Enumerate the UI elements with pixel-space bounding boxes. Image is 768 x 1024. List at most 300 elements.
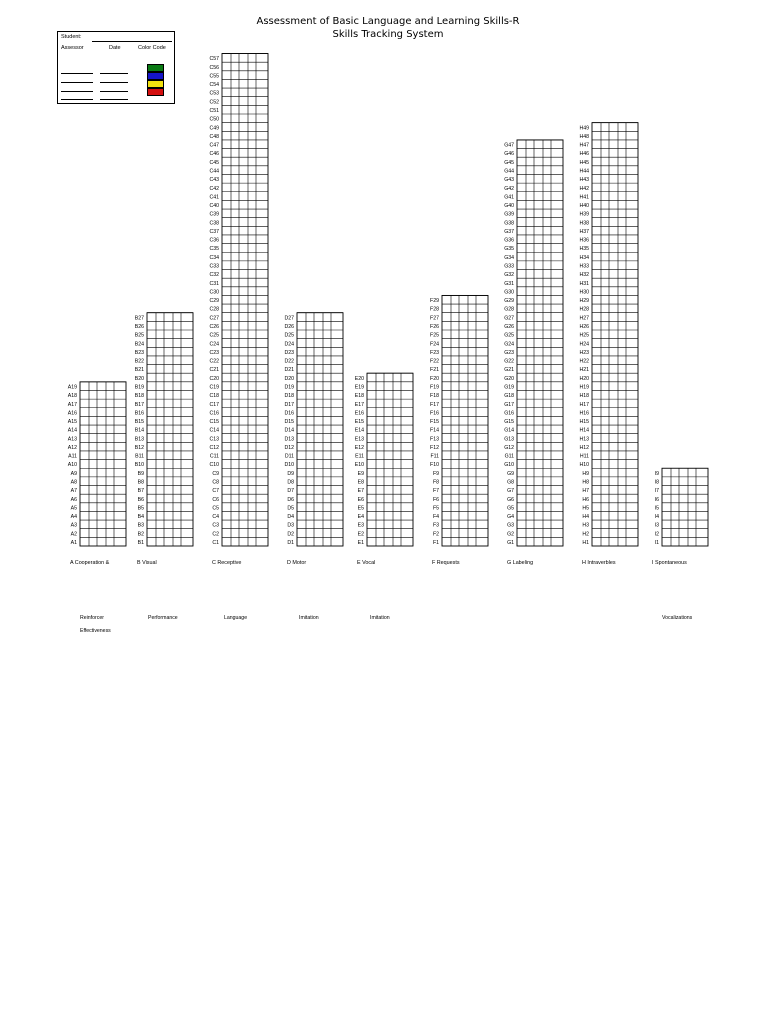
skill-item-label: C50 [209, 116, 219, 123]
skill-item-label: E15 [354, 419, 364, 426]
skill-item-label: G18 [504, 393, 514, 400]
skill-item-label: C27 [209, 315, 219, 322]
skill-item-label: G2 [507, 531, 514, 538]
skill-item-label: G7 [507, 488, 514, 495]
grid-frame [147, 313, 193, 546]
skill-item-label: C51 [209, 108, 219, 114]
skill-item-label: C35 [209, 246, 219, 253]
skill-item-label: G5 [507, 505, 514, 512]
skill-item-label: C12 [209, 444, 219, 451]
skill-item-label: C54 [209, 82, 219, 89]
skill-item-label: C37 [209, 228, 219, 235]
skill-item-label: A1 [70, 540, 77, 546]
skill-item-label: C19 [209, 384, 219, 391]
skill-item-label: C36 [209, 237, 219, 244]
skill-item-label: I4 [654, 514, 659, 521]
title-line-1: Assessment of Basic Language and Learning Skills-R [256, 16, 520, 27]
assessor-label: Assessor [61, 45, 84, 51]
title-line-2: Skills Tracking System [332, 29, 444, 40]
skill-item-label: H2 [582, 531, 589, 538]
skill-item-label: A11 [68, 453, 77, 460]
skill-item-label: G19 [504, 384, 514, 391]
skill-item-label: A3 [70, 522, 77, 529]
skill-item-label: D17 [284, 401, 294, 408]
skill-item-label: E13 [354, 436, 364, 443]
skill-item-label: B14 [134, 427, 144, 434]
skill-item-label: C30 [209, 289, 219, 296]
skill-item-label: F8 [432, 479, 439, 486]
skill-item-label: H26 [579, 324, 589, 330]
skill-item-label: G40 [504, 203, 514, 210]
skill-item-label: C11 [209, 453, 219, 460]
skill-item-label: H16 [579, 410, 589, 417]
skill-item-label: B10 [134, 462, 144, 469]
skill-item-label: C3 [212, 522, 219, 529]
skill-item-label: C42 [209, 185, 219, 192]
skill-item-label: B8 [137, 479, 144, 486]
skill-item-label: G38 [504, 220, 514, 227]
skill-item-label: F16 [430, 410, 439, 417]
skill-item-label: C21 [209, 367, 219, 374]
skill-item-label: G44 [504, 168, 514, 175]
skill-item-label: C39 [209, 211, 219, 218]
skill-item-label: D14 [284, 427, 294, 434]
skill-item-label: F1 [432, 540, 439, 546]
skill-item-label: D26 [284, 324, 294, 330]
skill-item-label: G9 [507, 470, 514, 477]
skill-item-label: F10 [430, 462, 439, 469]
skill-item-label: B4 [137, 514, 144, 521]
skill-item-label: F3 [432, 522, 439, 529]
skill-item-label: B1 [137, 540, 144, 546]
skill-item-label: B3 [137, 522, 144, 529]
skill-item-label: H46 [579, 151, 589, 158]
column-title: G Labeling [507, 560, 534, 566]
skill-item-label: C6 [212, 496, 219, 503]
skill-item-label: F25 [430, 332, 439, 339]
skill-item-label: H45 [579, 159, 589, 166]
skill-item-label: A10 [67, 462, 77, 469]
skill-item-label: F24 [430, 341, 439, 348]
skill-item-label: G22 [504, 358, 514, 365]
skill-item-label: B23 [134, 349, 144, 356]
skill-item-label: G43 [504, 177, 514, 184]
skill-item-label: F18 [430, 393, 439, 400]
skill-item-label: B15 [134, 419, 144, 426]
skill-item-label: F17 [430, 401, 439, 408]
skill-item-label: C26 [209, 324, 219, 330]
skill-item-label: D2 [287, 531, 294, 538]
skill-item-label: C46 [209, 151, 219, 158]
skill-item-label: E7 [357, 488, 364, 495]
grid-frame [222, 54, 268, 546]
skill-item-label: B21 [134, 367, 144, 374]
skill-item-label: E4 [357, 514, 364, 521]
skill-item-label: B24 [134, 341, 144, 348]
skill-item-label: E16 [354, 410, 364, 417]
skill-item-label: H23 [579, 349, 589, 356]
skill-item-label: E6 [357, 496, 364, 503]
skill-item-label: E20 [354, 375, 364, 382]
skill-item-label: H5 [582, 505, 589, 512]
skill-item-label: A6 [70, 496, 77, 503]
skill-item-label: H41 [579, 194, 589, 201]
skill-item-label: G24 [504, 341, 514, 348]
skill-item-label: A15 [67, 419, 77, 426]
skill-item-label: F13 [430, 436, 439, 443]
skill-item-label: F23 [430, 349, 439, 356]
subtitle-b: Performance [148, 615, 178, 621]
grid-frame [297, 313, 343, 546]
skill-item-label: E18 [354, 393, 364, 400]
skill-item-label: H29 [579, 298, 589, 305]
skill-item-label: C7 [212, 488, 219, 495]
skill-item-label: H20 [579, 375, 589, 382]
skill-item-label: H18 [579, 393, 589, 400]
skill-item-label: C24 [209, 341, 219, 348]
skill-column-f [430, 295, 488, 566]
skill-item-label: H33 [579, 263, 589, 270]
skill-column-a [68, 382, 126, 566]
skill-item-label: I2 [654, 531, 659, 538]
skill-item-label: I3 [654, 522, 659, 529]
skill-item-label: C56 [209, 64, 219, 71]
skill-item-label: A13 [67, 436, 77, 443]
skill-item-label: A19 [67, 384, 77, 391]
skill-item-label: A18 [67, 393, 77, 400]
skill-item-label: C48 [209, 133, 219, 140]
skill-item-label: G36 [504, 237, 514, 244]
skill-item-label: H17 [579, 401, 589, 408]
skill-column-e [355, 373, 413, 566]
skill-item-label: A17 [67, 401, 77, 408]
skill-item-label: B12 [134, 444, 144, 451]
grid-frame [517, 140, 563, 546]
skill-item-label: C41 [209, 194, 219, 201]
skill-item-label: H35 [579, 246, 589, 253]
skill-item-label: H38 [579, 220, 589, 227]
skill-item-label: B22 [134, 358, 144, 365]
skill-item-label: E1 [357, 540, 364, 546]
subtitle-c: Language [224, 615, 248, 621]
skill-item-label: E10 [354, 462, 364, 469]
skill-item-label: G32 [504, 272, 514, 279]
skill-item-label: F27 [430, 315, 439, 322]
skill-item-label: G4 [507, 514, 514, 521]
skill-column-b [135, 313, 193, 566]
skill-item-label: C4 [212, 514, 219, 521]
skill-item-label: C5 [212, 505, 219, 512]
skill-item-label: G10 [504, 462, 514, 469]
skill-item-label: C53 [209, 90, 219, 97]
column-title: D Motor [287, 560, 307, 566]
skill-item-label: G12 [504, 444, 514, 451]
skill-item-label: H24 [579, 341, 589, 348]
skill-item-label: F21 [430, 367, 439, 374]
column-title: I Spontaneous [652, 560, 687, 566]
skill-item-label: H49 [579, 125, 589, 132]
skill-item-label: G45 [504, 159, 514, 166]
skill-item-label: G15 [504, 419, 514, 426]
skill-item-label: G30 [504, 289, 514, 296]
skill-item-label: A9 [70, 470, 77, 477]
skill-item-label: C57 [209, 56, 219, 63]
skill-item-label: F7 [432, 488, 439, 495]
skill-item-label: A14 [67, 427, 77, 434]
skill-item-label: D3 [287, 522, 294, 529]
skill-item-label: A12 [67, 444, 77, 451]
skill-item-label: H19 [579, 384, 589, 391]
skill-item-label: G47 [504, 142, 514, 149]
skill-item-label: I5 [654, 505, 659, 512]
skill-item-label: F26 [430, 324, 439, 330]
student-label: Student: [61, 34, 82, 40]
skill-item-label: F15 [430, 419, 439, 426]
skill-item-label: G42 [504, 185, 514, 192]
skill-item-label: C40 [209, 203, 219, 210]
skill-item-label: G8 [507, 479, 514, 486]
skill-item-label: C31 [209, 280, 219, 287]
skill-item-label: D1 [287, 540, 294, 546]
skill-item-label: H15 [579, 419, 589, 426]
skill-item-label: B9 [137, 470, 144, 477]
skill-item-label: H11 [579, 453, 589, 460]
skill-item-label: G1 [507, 540, 514, 546]
skill-item-label: G33 [504, 263, 514, 270]
column-title: H Intraverbles [582, 560, 616, 566]
skill-item-label: F14 [430, 427, 439, 434]
skill-item-label: H13 [579, 436, 589, 443]
skill-item-label: C55 [209, 73, 219, 80]
skill-item-label: E12 [354, 444, 364, 451]
skill-item-label: G29 [504, 298, 514, 305]
skill-item-label: B6 [137, 496, 144, 503]
skill-item-label: C20 [209, 375, 219, 382]
skill-item-label: G41 [504, 194, 514, 201]
skill-item-label: H28 [579, 306, 589, 313]
skill-item-label: D25 [284, 332, 294, 339]
skill-item-label: I6 [654, 496, 659, 503]
column-title: C Receptive [212, 560, 242, 566]
skill-item-label: H6 [582, 496, 589, 503]
skill-item-label: H4 [582, 514, 589, 521]
skill-item-label: A16 [67, 410, 77, 417]
skill-item-label: G16 [504, 410, 514, 417]
skill-item-label: C45 [209, 159, 219, 166]
skill-item-label: C17 [209, 401, 219, 408]
skill-item-label: G6 [507, 496, 514, 503]
date-label: Date [109, 45, 121, 51]
skill-item-label: H21 [579, 367, 589, 374]
skill-item-label: D18 [284, 393, 294, 400]
skill-item-label: A2 [70, 531, 77, 538]
skill-item-label: E9 [357, 470, 364, 477]
skill-item-label: G20 [504, 375, 514, 382]
skill-item-label: G13 [504, 436, 514, 443]
skill-item-label: D6 [287, 496, 294, 503]
skill-item-label: H31 [579, 280, 589, 287]
skill-column-c [209, 54, 268, 566]
subtitle-e: Imitation [370, 615, 390, 621]
skill-item-label: E11 [355, 453, 364, 460]
skill-item-label: F4 [432, 514, 439, 521]
subtitle-d: Imitation [299, 615, 319, 621]
skill-item-label: B7 [137, 488, 144, 495]
skill-item-label: G11 [504, 453, 514, 460]
skill-item-label: G46 [504, 151, 514, 158]
skill-item-label: G31 [504, 280, 514, 287]
skill-item-label: H1 [582, 540, 589, 546]
skill-item-label: D12 [284, 444, 294, 451]
skill-item-label: D27 [284, 315, 294, 322]
skill-item-label: H48 [579, 133, 589, 140]
skill-item-label: C28 [209, 306, 219, 313]
subtitle-a-2: Effectiveness [80, 628, 111, 634]
skill-item-label: H3 [582, 522, 589, 529]
skill-item-label: F9 [432, 470, 439, 477]
skill-item-label: C9 [212, 470, 219, 477]
skill-item-label: C23 [209, 349, 219, 356]
column-title: E Vocal [357, 560, 376, 566]
grid-frame [662, 468, 708, 546]
skill-item-label: G35 [504, 246, 514, 253]
skill-item-label: I9 [654, 470, 659, 477]
skill-item-label: D19 [284, 384, 294, 391]
skill-item-label: C43 [209, 177, 219, 184]
skill-item-label: E8 [357, 479, 364, 486]
subtitle-i: Vocalizations [662, 615, 693, 621]
skill-item-label: C1 [212, 540, 219, 546]
skill-item-label: B27 [134, 315, 144, 322]
skill-item-label: B5 [137, 505, 144, 512]
skill-item-label: C38 [209, 220, 219, 227]
skill-item-label: H34 [579, 254, 589, 261]
skill-item-label: C8 [212, 479, 219, 486]
color-code-label: Color Code [138, 45, 166, 51]
skill-item-label: F2 [432, 531, 439, 538]
skill-item-label: H32 [579, 272, 589, 279]
skill-item-label: D4 [287, 514, 294, 521]
skill-item-label: B19 [134, 384, 144, 391]
skill-item-label: G14 [504, 427, 514, 434]
skill-item-label: I8 [654, 479, 659, 486]
skill-item-label: G34 [504, 254, 514, 261]
skill-item-label: C10 [209, 462, 219, 469]
skill-item-label: H8 [582, 479, 589, 486]
skill-item-label: D21 [284, 367, 294, 374]
skill-item-label: D7 [287, 488, 294, 495]
skill-item-label: H10 [579, 462, 589, 469]
skill-item-label: D22 [284, 358, 294, 365]
skill-item-label: D8 [287, 479, 294, 486]
skill-item-label: C25 [209, 332, 219, 339]
skill-item-label: C22 [209, 358, 219, 365]
skill-item-label: D23 [284, 349, 294, 356]
skill-item-label: A5 [70, 505, 77, 512]
skill-item-label: A8 [70, 479, 77, 486]
grid-frame [592, 123, 638, 546]
skill-item-label: H14 [579, 427, 589, 434]
skill-item-label: G17 [504, 401, 514, 408]
skill-item-label: G23 [504, 349, 514, 356]
skill-item-label: C14 [209, 427, 219, 434]
skill-item-label: C49 [209, 125, 219, 132]
skill-item-label: D10 [284, 462, 294, 469]
skill-item-label: F20 [430, 375, 439, 382]
skill-item-label: D15 [284, 419, 294, 426]
skill-item-label: C32 [209, 272, 219, 279]
skill-item-label: C33 [209, 263, 219, 270]
grid-frame [442, 295, 488, 546]
skill-item-label: I1 [654, 540, 659, 546]
skill-item-label: B26 [134, 324, 144, 330]
skill-item-label: G37 [504, 228, 514, 235]
skill-item-label: H37 [579, 228, 589, 235]
skill-item-label: H27 [579, 315, 589, 322]
skill-item-label: D16 [284, 410, 294, 417]
skill-item-label: E17 [354, 401, 364, 408]
skill-item-label: F5 [432, 505, 439, 512]
skill-item-label: F29 [430, 298, 439, 305]
skill-item-label: D9 [287, 470, 294, 477]
skill-item-label: G21 [504, 367, 514, 374]
skill-item-label: C18 [209, 393, 219, 400]
skill-item-label: B17 [134, 401, 144, 408]
skill-item-label: F19 [430, 384, 439, 391]
skill-item-label: C34 [209, 254, 219, 261]
skill-item-label: C44 [209, 168, 219, 175]
skill-item-label: G28 [504, 306, 514, 313]
skill-item-label: H12 [579, 444, 589, 451]
skill-item-label: H25 [579, 332, 589, 339]
skill-item-label: B18 [134, 393, 144, 400]
skill-item-label: B25 [134, 332, 144, 339]
skill-item-label: A4 [70, 514, 77, 521]
skill-column-i [652, 468, 708, 566]
skill-item-label: H36 [579, 237, 589, 244]
skill-item-label: A7 [70, 488, 77, 495]
column-title: A Cooperation & [70, 560, 110, 566]
skill-item-label: H43 [579, 177, 589, 184]
column-title: F Requests [432, 560, 460, 566]
skill-item-label: E3 [357, 522, 364, 529]
skill-item-label: C2 [212, 531, 219, 538]
skill-item-label: F28 [430, 306, 439, 313]
skill-item-label: I7 [654, 488, 659, 495]
skill-item-label: G26 [504, 324, 514, 330]
skill-item-label: H30 [579, 289, 589, 296]
skill-item-label: E14 [354, 427, 364, 434]
skill-item-label: G25 [504, 332, 514, 339]
skill-item-label: E19 [354, 384, 364, 391]
skill-item-label: B13 [134, 436, 144, 443]
skill-item-label: F22 [430, 358, 439, 365]
skill-item-label: D20 [284, 375, 294, 382]
skill-item-label: C15 [209, 419, 219, 426]
skill-item-label: H47 [579, 142, 589, 149]
skill-item-label: F11 [430, 453, 439, 460]
skill-item-label: H22 [579, 358, 589, 365]
skill-column-h [579, 123, 638, 566]
skill-item-label: E5 [357, 505, 364, 512]
skill-item-label: B11 [135, 453, 144, 460]
skill-item-label: F12 [430, 444, 439, 451]
skill-item-label: E2 [357, 531, 364, 538]
skill-item-label: G3 [507, 522, 514, 529]
skill-item-label: C29 [209, 298, 219, 305]
skill-item-label: H39 [579, 211, 589, 218]
skill-item-label: C52 [209, 99, 219, 106]
